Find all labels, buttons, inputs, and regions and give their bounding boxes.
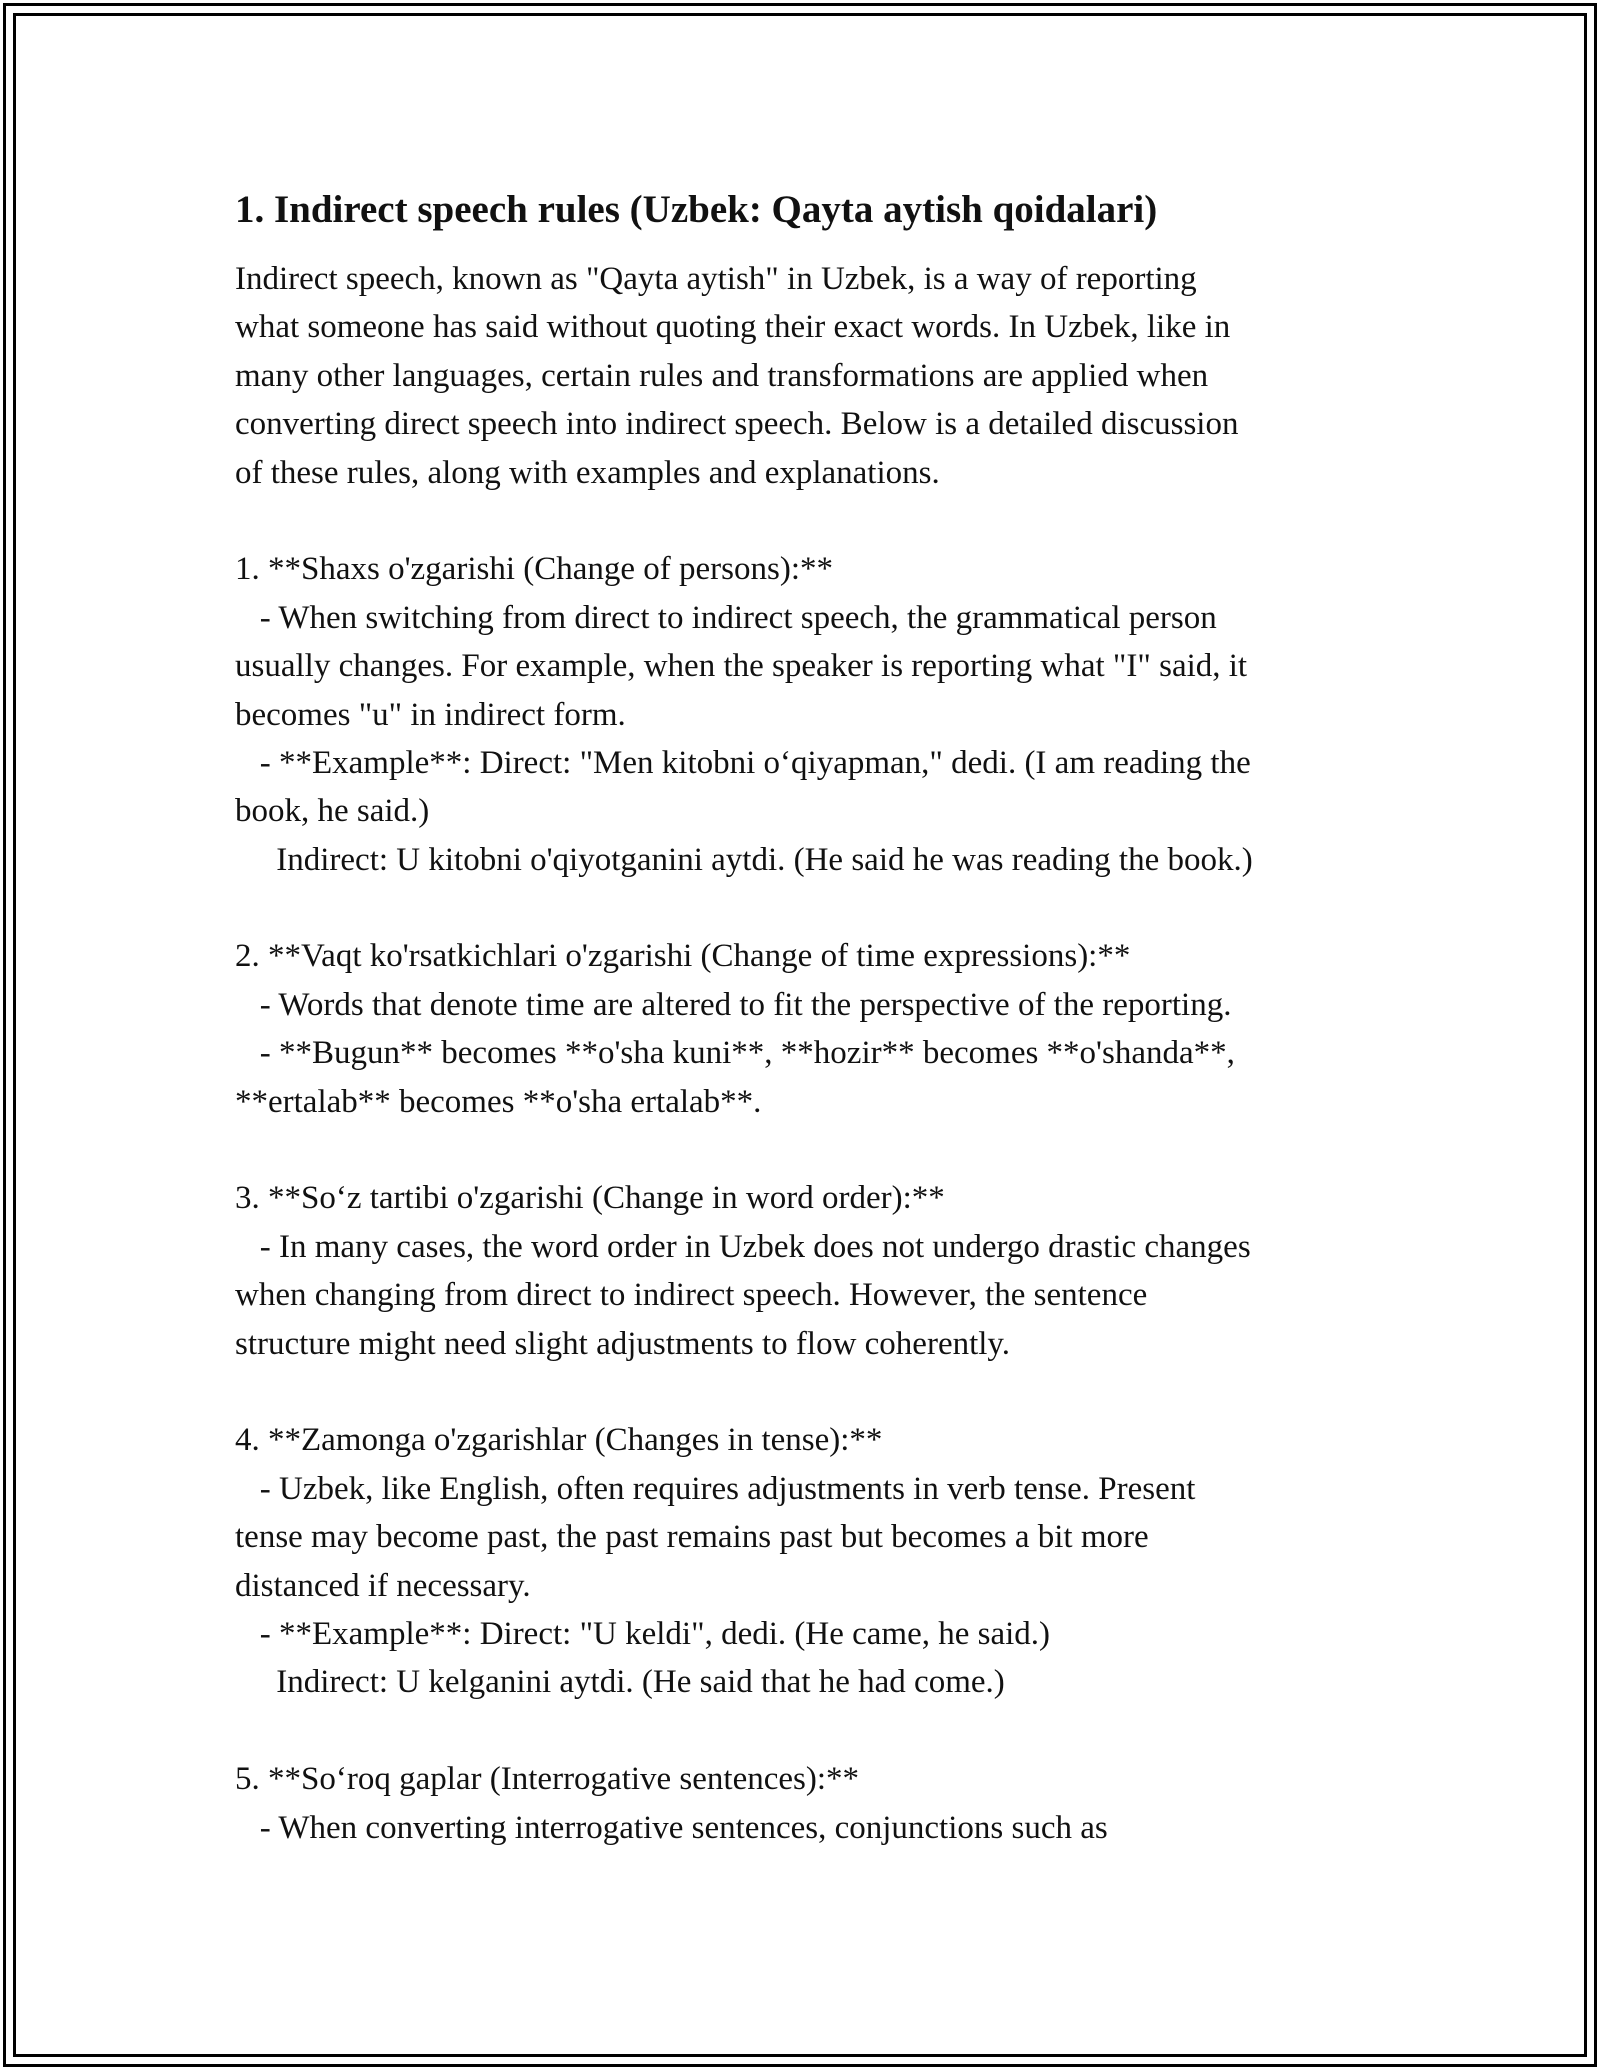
rule-section-4	[235, 1416, 1385, 1706]
text-line: - When converting interrogative sentences, conjunctions such as	[235, 1809, 1108, 1846]
rule-heading: 5. **So‘roq gaplar (Interrogative sentences):**	[235, 1761, 860, 1798]
text-line: tense may become past, the past remains past but becomes a bit more	[235, 1519, 1149, 1556]
text-line: converting direct speech into indirect speech. Below is a detailed discussion	[235, 406, 1239, 443]
example-line: - **Example**: Direct: "Men kitobni o‘qiyapman," dedi. (I am reading the	[235, 744, 1251, 781]
text-line: structure might need slight adjustments to flow coherently.	[235, 1325, 1011, 1362]
text-line: - Uzbek, like English, often requires adjustments in verb tense. Present	[235, 1470, 1196, 1507]
example-line: Indirect: U kelganini aytdi. (He said that he had come.)	[235, 1664, 1005, 1701]
text-line: Indirect speech, known as "Qayta aytish" in Uzbek, is a way of reporting	[235, 261, 1197, 297]
text-line: of these rules, along with examples and explanations.	[235, 454, 940, 491]
rule-heading: 4. **Zamonga o'zgarishlar (Changes in tense):**	[235, 1422, 883, 1459]
rule-heading: 2. **Vaqt ko'rsatkichlari o'zgarishi (Change of time expressions):**	[235, 938, 1131, 975]
text-line: distanced if necessary.	[235, 1567, 531, 1604]
rule-section-1	[235, 545, 1385, 884]
paragraph-gap	[235, 884, 1385, 932]
example-line: - **Example**: Direct: "U keldi", dedi. (He came, he said.)	[235, 1615, 1051, 1652]
text-line: - When switching from direct to indirect speech, the grammatical person	[235, 599, 1217, 636]
text-line: - **Bugun** becomes **o'sha kuni**, **hozir** becomes **o'shanda**,	[235, 1035, 1235, 1072]
text-line: when changing from direct to indirect speech. However, the sentence	[235, 1277, 1148, 1314]
text-line: **ertalab** becomes **o'sha ertalab**.	[235, 1083, 762, 1120]
text-line: many other languages, certain rules and transformations are applied when	[235, 357, 1209, 394]
rule-section-2	[235, 932, 1385, 1126]
example-line: Indirect: U kitobni o'qiyotganini aytdi. (He said he was reading the book.)	[235, 841, 1253, 878]
paragraph-gap	[235, 1707, 1385, 1755]
paragraph-gap	[235, 1126, 1385, 1174]
text-line: book, he said.)	[235, 793, 430, 830]
document-heading: 1. Indirect speech rules (Uzbek: Qayta aytish qoidalari)	[235, 188, 1158, 231]
rule-heading: 1. **Shaxs o'zgarishi (Change of persons):**	[235, 551, 834, 588]
text-line: - In many cases, the word order in Uzbek does not undergo drastic changes	[235, 1228, 1251, 1265]
text-line: - Words that denote time are altered to fit the perspective of the reporting.	[235, 986, 1232, 1023]
paragraph-gap	[235, 497, 1385, 545]
intro-paragraph	[235, 255, 1385, 497]
rule-section-5	[235, 1755, 1385, 1852]
text-line: becomes "u" in indirect form.	[235, 696, 626, 733]
document-page	[235, 185, 1385, 1852]
paragraph-gap	[235, 1368, 1385, 1416]
rule-heading: 3. **So‘z tartibi o'zgarishi (Change in word order):**	[235, 1180, 945, 1217]
text-line: usually changes. For example, when the speaker is reporting what "I" said, it	[235, 648, 1248, 685]
text-line: what someone has said without quoting their exact words. In Uzbek, like in	[235, 309, 1231, 346]
rule-section-3	[235, 1174, 1385, 1368]
